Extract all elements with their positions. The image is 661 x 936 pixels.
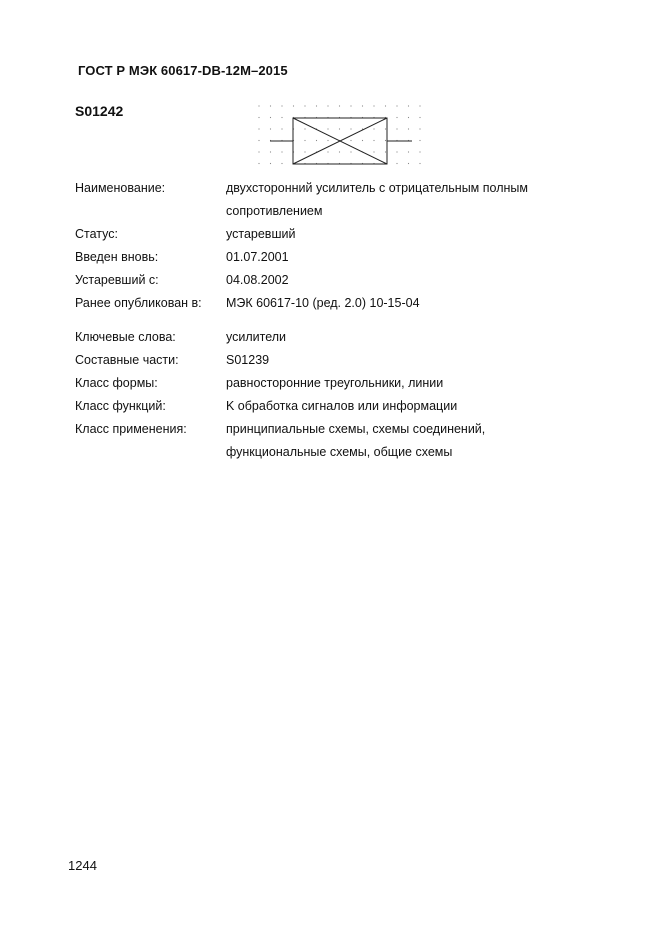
grid-dot <box>362 140 363 141</box>
value-keywords: усилители <box>226 330 287 344</box>
label-obsolete-since: Устаревший с: <box>75 273 159 287</box>
grid-dot <box>350 140 351 141</box>
grid-dot <box>419 128 420 129</box>
symbol-code: S01242 <box>75 103 124 119</box>
label-introduced: Введен вновь: <box>75 250 159 264</box>
label-application-class: Класс применения: <box>75 422 187 436</box>
grid-dot <box>327 140 328 141</box>
grid-dot <box>327 128 328 129</box>
grid-dot <box>258 140 259 141</box>
grid-dot <box>396 163 397 164</box>
grid-dot <box>408 105 409 106</box>
grid-dot <box>385 140 386 141</box>
grid-dot <box>408 163 409 164</box>
grid-dot <box>419 140 420 141</box>
grid-dot <box>396 105 397 106</box>
grid-dot <box>258 163 259 164</box>
label-status: Статус: <box>75 227 118 241</box>
grid-dot <box>281 163 282 164</box>
value-components: S01239 <box>226 353 270 367</box>
label-keywords: Ключевые слова: <box>75 330 176 344</box>
grid-dot <box>419 151 420 152</box>
grid-dot <box>373 151 374 152</box>
grid-dot <box>373 105 374 106</box>
grid-dot <box>408 128 409 129</box>
grid-dot <box>385 151 386 152</box>
page-number: 1244 <box>68 858 97 873</box>
grid-dot <box>270 151 271 152</box>
label-name: Наименование: <box>75 181 166 195</box>
grid-dot <box>304 151 305 152</box>
grid-dot <box>396 151 397 152</box>
grid-dot <box>396 117 397 118</box>
value-application-class-line1: принципиальные схемы, схемы соединений, <box>226 422 486 436</box>
grid-dot <box>270 105 271 106</box>
document-header: ГОСТ Р МЭК 60617-DB-12M–2015 <box>78 63 288 78</box>
grid-dot <box>350 128 351 129</box>
grid-dot <box>281 128 282 129</box>
grid-dots <box>258 105 420 164</box>
grid-dot <box>373 140 374 141</box>
grid-dot <box>408 151 409 152</box>
grid-dot <box>339 151 340 152</box>
grid-dot <box>304 128 305 129</box>
value-name-line2: сопротивлением <box>226 204 323 218</box>
grid-dot <box>270 128 271 129</box>
grid-dot <box>281 117 282 118</box>
value-function-class: K обработка сигналов или информации <box>226 399 458 413</box>
grid-dot <box>281 105 282 106</box>
value-status: устаревший <box>226 227 296 241</box>
grid-dot <box>362 105 363 106</box>
grid-dot <box>304 140 305 141</box>
value-name-line1: двухсторонний усилитель с отрицательным полным <box>226 181 528 195</box>
grid-dot <box>293 105 294 106</box>
grid-dot <box>327 151 328 152</box>
grid-dot <box>316 105 317 106</box>
grid-dot <box>419 105 420 106</box>
grid-dot <box>419 163 420 164</box>
value-previously-published: МЭК 60617-10 (ред. 2.0) 10-15-04 <box>226 296 420 310</box>
label-function-class: Класс функций: <box>75 399 166 413</box>
grid-dot <box>373 128 374 129</box>
grid-dot <box>419 117 420 118</box>
grid-dot <box>304 105 305 106</box>
value-application-class-line2: функциональные схемы, общие схемы <box>226 445 453 459</box>
grid-dot <box>339 105 340 106</box>
label-components: Составные части: <box>75 353 179 367</box>
grid-dot <box>339 128 340 129</box>
value-introduced: 01.07.2001 <box>226 250 289 264</box>
grid-dot <box>258 117 259 118</box>
value-shape-class: равносторонние треугольники, линии <box>226 376 444 390</box>
grid-dot <box>396 128 397 129</box>
grid-dot <box>408 117 409 118</box>
grid-dot <box>258 128 259 129</box>
grid-dot <box>350 105 351 106</box>
grid-dot <box>270 117 271 118</box>
value-obsolete-since: 04.08.2002 <box>226 273 289 287</box>
label-shape-class: Класс формы: <box>75 376 158 390</box>
label-previously-published: Ранее опубликован в: <box>75 296 202 310</box>
grid-dot <box>385 105 386 106</box>
grid-dot <box>258 105 259 106</box>
grid-dot <box>258 151 259 152</box>
grid-dot <box>385 128 386 129</box>
grid-dot <box>270 163 271 164</box>
grid-dot <box>350 151 351 152</box>
grid-dot <box>327 105 328 106</box>
grid-dot <box>281 151 282 152</box>
grid-dot <box>316 140 317 141</box>
amplifier-symbol-graphic <box>256 104 426 176</box>
